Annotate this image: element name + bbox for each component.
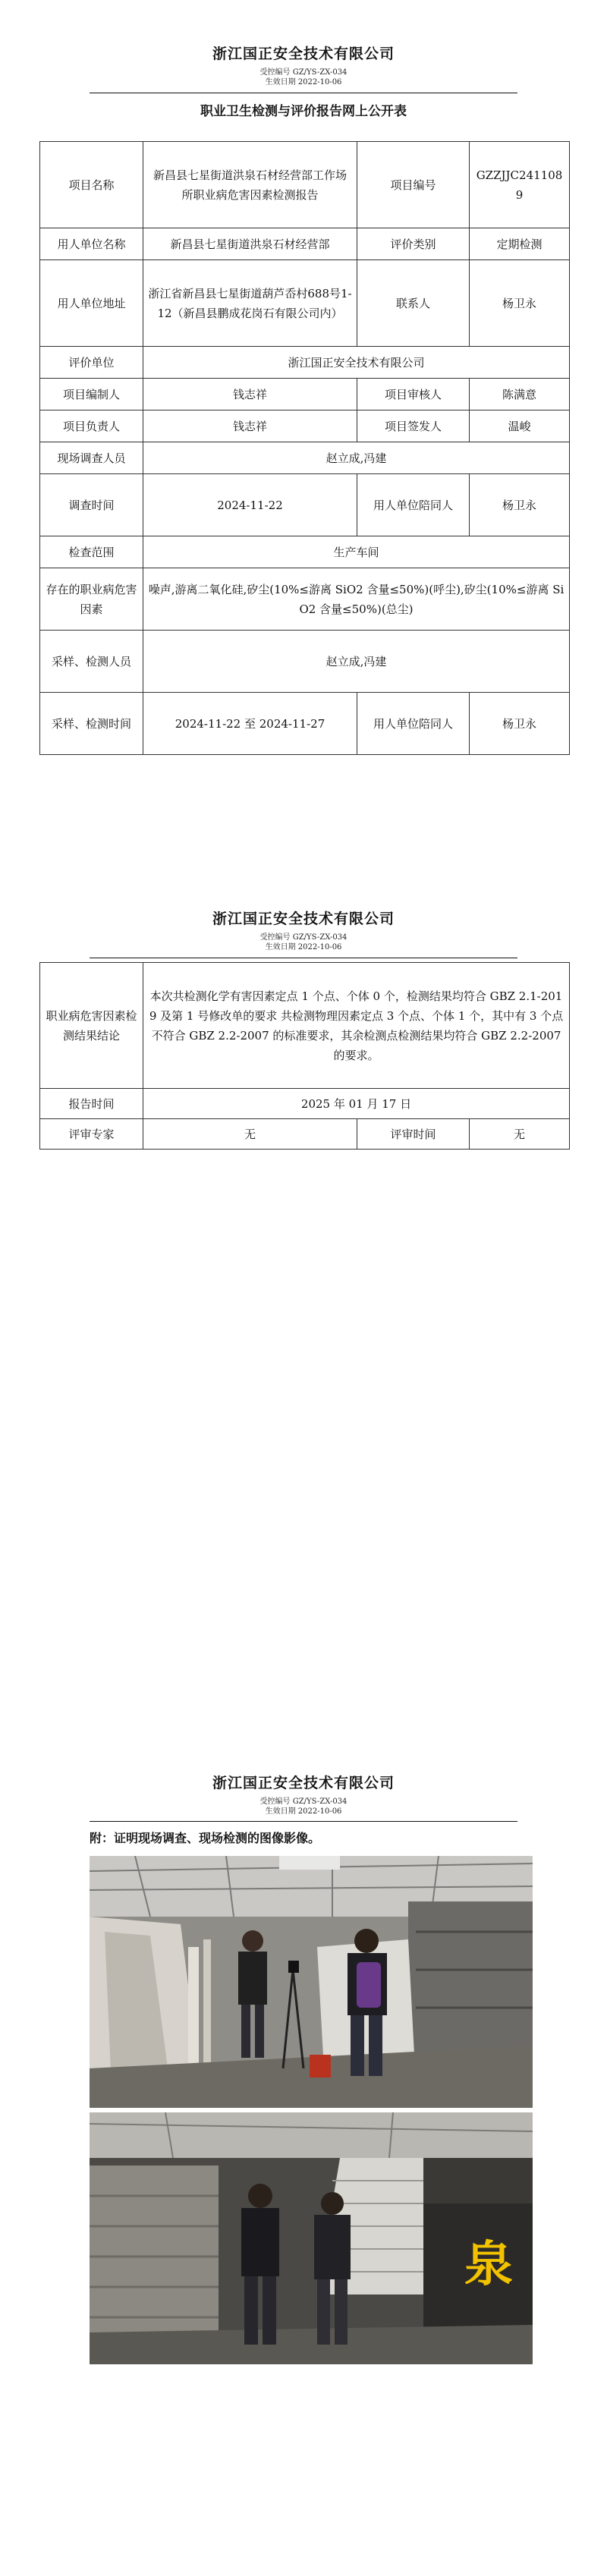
- evaluation-type: 定期检测: [470, 228, 570, 260]
- document-title: 职业卫生检测与评价报告网上公开表: [200, 104, 407, 119]
- effective-date: 生效日期 2022-10-06: [265, 78, 342, 86]
- survey-time: 2024-11-22: [143, 474, 357, 536]
- review-experts: 无: [143, 1119, 357, 1150]
- table-row: [40, 568, 570, 631]
- disclosure-table: [39, 141, 570, 755]
- label-cell: 项目签发人: [357, 410, 470, 442]
- control-number: 受控编号 GZ/YS-ZX-034: [259, 1798, 348, 1806]
- table-row: [40, 142, 570, 228]
- table-row: [40, 963, 570, 1089]
- project-leader: 钱志祥: [143, 410, 357, 442]
- appendix-caption: 附：证明现场调查、现场检测的图像影像。: [90, 1831, 321, 1845]
- table-row: [40, 379, 570, 410]
- project-issuer: 温峻: [470, 410, 570, 442]
- site-photo-1: [90, 1856, 533, 2108]
- review-time: 无: [470, 1119, 570, 1150]
- project-compiler: 钱志祥: [143, 379, 357, 410]
- project-name: 新昌县七星街道洪泉石材经营部工作场所职业病危害因素检测报告: [143, 142, 357, 228]
- company-name: 浙江国正安全技术有限公司: [212, 46, 395, 62]
- table-row: [40, 442, 570, 474]
- label-cell: 评价类别: [357, 228, 470, 260]
- label-cell: 项目负责人: [40, 410, 143, 442]
- label-cell: 评审时间: [357, 1119, 470, 1150]
- table-row: [40, 536, 570, 568]
- label-cell: 调查时间: [40, 474, 143, 536]
- hazard-factors: 噪声,游离二氧化硅,矽尘(10%≤游离 SiO2 含量≤50%)(呼尘),矽尘(10%≤游离 SiO2 含量≤50%)(总尘): [143, 568, 570, 631]
- label-cell: 评审专家: [40, 1119, 143, 1150]
- site-photo-1-image: [90, 1856, 533, 2108]
- label-cell: 用人单位地址: [40, 260, 143, 347]
- effective-date: 生效日期 2022-10-06: [265, 943, 342, 951]
- page-header: [0, 42, 607, 87]
- control-number: 受控编号 GZ/YS-ZX-034: [259, 933, 348, 942]
- label-cell: 评价单位: [40, 347, 143, 379]
- label-cell: 项目编制人: [40, 379, 143, 410]
- table-row: [40, 260, 570, 347]
- effective-date: 生效日期 2022-10-06: [265, 1807, 342, 1816]
- table-row: [40, 410, 570, 442]
- label-cell: 用人单位名称: [40, 228, 143, 260]
- table-row: [40, 474, 570, 536]
- label-cell: 用人单位陪同人: [357, 693, 470, 755]
- table-row: [40, 1119, 570, 1150]
- page-header: [0, 1772, 607, 1816]
- company-name: 浙江国正安全技术有限公司: [212, 911, 395, 927]
- shop-sign: 泉: [464, 2237, 513, 2293]
- sampling-personnel: 赵立成,冯建: [143, 631, 570, 693]
- table-row: [40, 693, 570, 755]
- control-number: 受控编号 GZ/YS-ZX-034: [259, 68, 348, 77]
- employer-address: 浙江省新昌县七星街道葫芦岙村688号1-12（新昌县鹏成花岗石有限公司内）: [143, 260, 357, 347]
- detection-conclusion: 本次共检测化学有害因素定点 1 个点、个体 0 个，检测结果均符合 GBZ 2.1-2019 及第 1 号修改单的要求 共检测物理因素定点 3 个点、个体 1 个，其中有 3 个点不符合 GBZ 2.2-2007 的标准要求，其余检测点检测结果均符合 GBZ 2.2-2007 的要求。: [143, 963, 570, 1089]
- project-number: GZZJJC2411089: [470, 142, 570, 228]
- project-reviewer: 陈满意: [470, 379, 570, 410]
- label-cell: 存在的职业病危害因素: [40, 568, 143, 631]
- report-time: 2025 年 01 月 17 日: [143, 1089, 570, 1119]
- label-cell: 采样、检测人员: [40, 631, 143, 693]
- site-photo-2: [90, 2112, 533, 2364]
- label-cell: 职业病危害因素检测结果结论: [40, 963, 143, 1089]
- label-cell: 检查范围: [40, 536, 143, 568]
- field-investigators: 赵立成,冯建: [143, 442, 570, 474]
- contact-person: 杨卫永: [470, 260, 570, 347]
- table-row: [40, 347, 570, 379]
- evaluation-unit: 浙江国正安全技术有限公司: [143, 347, 570, 379]
- employer-escort: 杨卫永: [470, 474, 570, 536]
- employer-escort-2: 杨卫永: [470, 693, 570, 755]
- label-cell: 项目编号: [357, 142, 470, 228]
- company-name: 浙江国正安全技术有限公司: [212, 1775, 395, 1791]
- label-cell: 项目审核人: [357, 379, 470, 410]
- sampling-time: 2024-11-22 至 2024-11-27: [143, 693, 357, 755]
- table-row: [40, 228, 570, 260]
- label-cell: 报告时间: [40, 1089, 143, 1119]
- header-rule: [90, 1821, 517, 1822]
- page-header: [0, 907, 607, 952]
- label-cell: 现场调查人员: [40, 442, 143, 474]
- table-row: [40, 1089, 570, 1119]
- table-row: [40, 631, 570, 693]
- label-cell: 联系人: [357, 260, 470, 347]
- employer-name: 新昌县七星街道洪泉石材经营部: [143, 228, 357, 260]
- label-cell: 采样、检测时间: [40, 693, 143, 755]
- label-cell: 项目名称: [40, 142, 143, 228]
- label-cell: 用人单位陪同人: [357, 474, 470, 536]
- inspection-scope: 生产车间: [143, 536, 570, 568]
- conclusion-table: [39, 962, 570, 1150]
- site-photo-2-image: [90, 2112, 533, 2364]
